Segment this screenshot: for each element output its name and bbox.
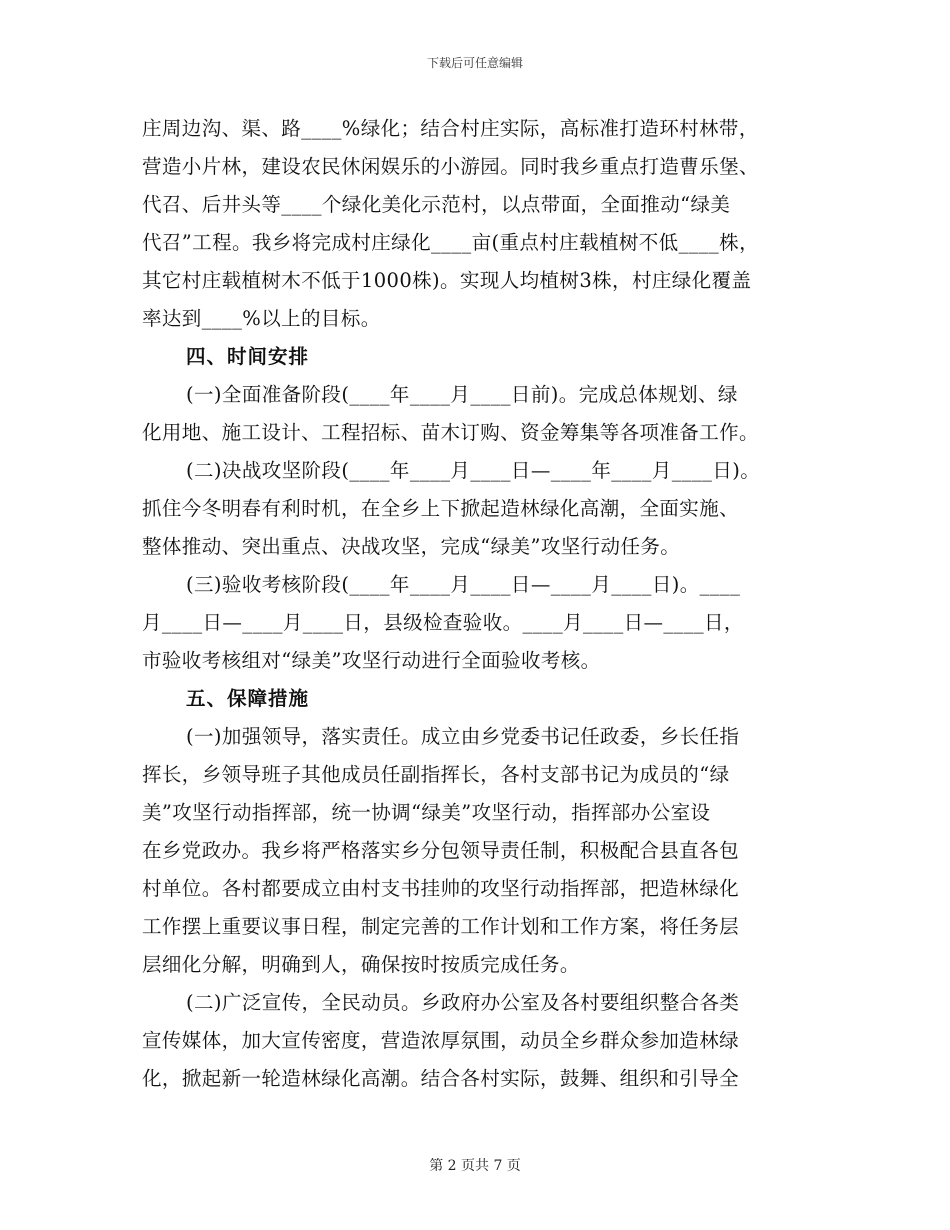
section-heading: 五、保障措施	[186, 687, 310, 710]
paragraph-line: 在乡党政办。我乡将严格落实乡分包领导责任制，积极配合县直各包	[142, 839, 740, 862]
paragraph-line: (一)全面准备阶段(____年____月____日前)。完成总体规划、绿	[186, 383, 738, 406]
paragraph-line: (一)加强领导，落实责任。成立由乡党委书记任政委，乡长任指	[186, 725, 740, 748]
paragraph-line: 月____日—____月____日，县级检查验收。____月____日—____日，	[142, 611, 744, 634]
page-header-note: 下载后可任意编辑	[426, 56, 523, 70]
paragraph-line: 工作摆上重要议事日程，制定完善的工作计划和工作方案，将任务层	[142, 915, 740, 938]
page-number-footer: 第 2 页共 7 页	[429, 1158, 521, 1174]
paragraph-line: 营造小片林，建设农民休闲娱乐的小游园。同时我乡重点打造曹乐堡、	[142, 155, 759, 178]
paragraph-line: 其它村庄载植树木不低于1000株)。实现人均植树3株，村庄绿化覆盖	[142, 269, 752, 292]
paragraph-line: 宣传媒体，加大宣传密度，营造浓厚氛围，动员全乡群众参加造林绿	[142, 1029, 740, 1052]
paragraph-line: (二)决战攻坚阶段(____年____月____日—____年____月____日)。	[186, 459, 761, 482]
paragraph-line: 挥长，乡领导班子其他成员任副指挥长，各村支部书记为成员的“绿	[142, 763, 730, 786]
paragraph-line: 整体推动、突出重点、决战攻坚，完成“绿美”攻坚行动任务。	[142, 535, 681, 558]
paragraph-line: (二)广泛宣传，全民动员。乡政府办公室及各村要组织整合各类	[186, 991, 740, 1014]
section-heading: 四、时间安排	[186, 345, 310, 368]
document-body	[142, 110, 810, 1098]
paragraph-line: 美”攻坚行动指挥部，统一协调“绿美”攻坚行动，指挥部办公室设	[142, 801, 711, 824]
paragraph-line: 率达到____%以上的目标。	[142, 307, 381, 330]
paragraph-line: 化用地、施工设计、工程招标、苗木订购、资金筹集等各项准备工作。	[142, 421, 759, 444]
paragraph-line: (三)验收考核阶段(____年____月____日—____月____日)。____	[186, 573, 741, 596]
paragraph-line: 庄周边沟、渠、路____%绿化；结合村庄实际，高标准打造环村林带，	[142, 117, 759, 140]
paragraph-line: 村单位。各村都要成立由村支书挂帅的攻坚行动指挥部，把造林绿化	[142, 877, 740, 900]
paragraph-line: 代召、后井头等____个绿化美化示范村，以点带面，全面推动“绿美	[142, 193, 731, 216]
paragraph-line: 市验收考核组对“绿美”攻坚行动进行全面验收考核。	[142, 649, 601, 672]
paragraph-line: 化，掀起新一轮造林绿化高潮。结合各村实际，鼓舞、组织和引导全	[142, 1067, 740, 1090]
paragraph-line: 代召”工程。我乡将完成村庄绿化____亩(重点村庄载植树不低____株，	[142, 231, 759, 254]
paragraph-line: 层细化分解，明确到人，确保按时按质完成任务。	[142, 953, 580, 976]
paragraph-line: 抓住今冬明春有利时机，在全乡上下掀起造林绿化高潮，全面实施、	[142, 497, 740, 520]
